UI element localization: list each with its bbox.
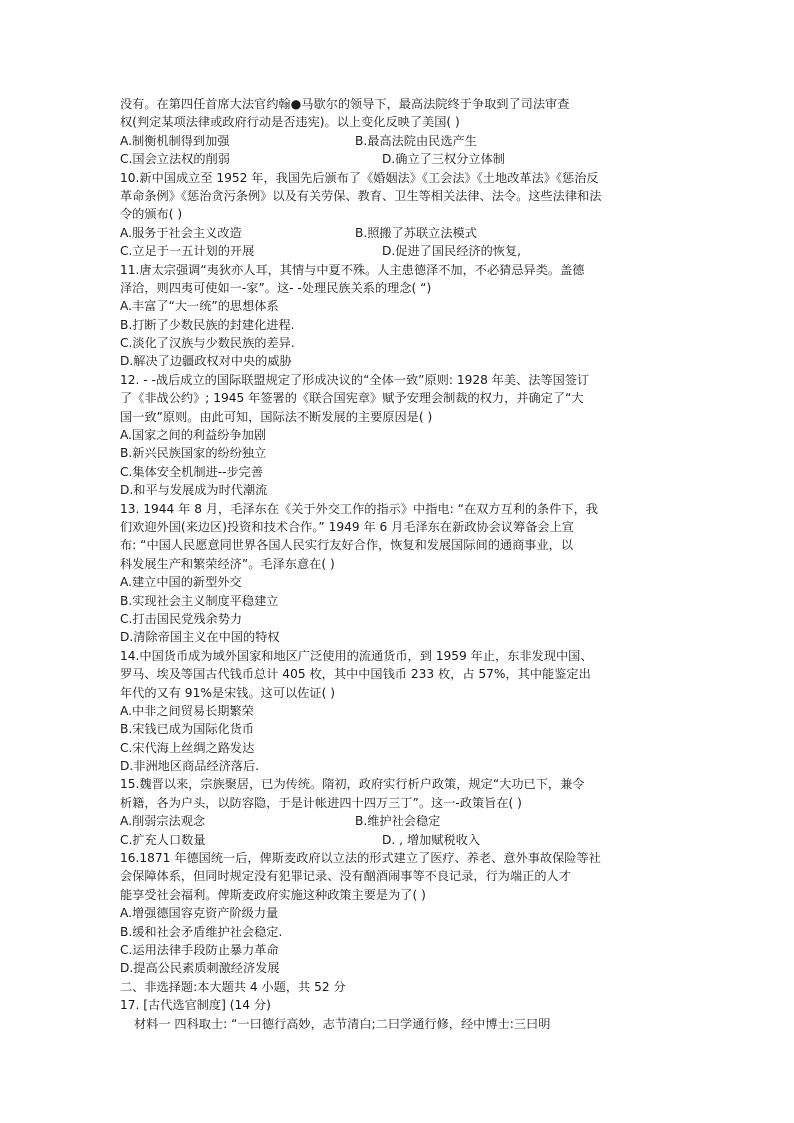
option-left: C.立足于一五计划的开展 [120,244,255,259]
text-line: 年代的又有 91%是宋钱。这可以佐证( ) [120,685,335,700]
option-row [120,132,680,150]
option-left: A.制衡机制得到加强 [120,133,230,148]
exam-page [120,95,680,1033]
text-line: 科发展生产和繁荣经济”。毛泽东意在( ) [120,556,335,571]
option-right: D.确立了三权分立体制 [382,152,505,167]
text-line: D.解决了边疆政权对中央的威胁 [120,354,292,369]
text-line: 布: “中国人民愿意同世界各国人民实行友好合作，恢复和发展国际间的通商事业，以 [120,538,574,553]
text-line: 析籍，各为户头，以防容隐，于是计帐进四十四万三丁”。这一-政策旨在( ) [120,795,522,810]
text-line: 革命条例》《惩治贪污条例》以及有关劳保、教育、卫生等相关法律、法令。这些法律和法 [120,188,602,203]
option-row [120,831,680,849]
text-line: 14.中国货币成为域外国家和地区广泛使用的流通货币，到 1959 年止，东非发现中国、 [120,648,593,663]
text-line: C.淡化了汉族与少数民族的差异. [120,336,295,351]
text-line: 们欢迎外国(来边区)投资和技术合作。” 1949 年 6 月毛泽东在新政协会议筹备会上宣 [120,519,574,534]
text-line: 材料一 四科取士: “一曰德行高妙，志节清白;二曰学通行修，经中博士:三曰明 [134,1016,551,1031]
text-line: A.丰富了“大一统”的思想体系 [120,299,279,314]
text-line: 没有。在第四任首席大法官约翰●马歇尔的领导下，最高法院终于争取到了司法审查 [120,97,570,111]
option-right: B.最高法院由民选产生 [355,133,477,148]
text-line: C.宋代海上丝绸之路发达 [120,740,255,755]
text-line: D.提高公民素质刺激经济发展 [120,961,280,976]
text-line: 权(判定某项法律或政府行动是否违宪)。以上变化反映了美国( ) [120,115,460,130]
option-row [120,224,680,242]
text-line: C.打击国民党残余势力 [120,611,243,626]
option-left: C.扩充人口数量 [120,832,206,847]
option-row [120,242,680,260]
text-line: 11.唐太宗强调“夷狄亦人耳，其情与中夏不殊。人主患德泽不加，不必猜忌异类。盖德 [120,262,585,277]
text-line: B.打断了少数民族的封建化进程. [120,317,295,332]
text-line: 12. - -战后成立的国际联盟规定了形成决议的“全体一致”原则: 1928 年美、法等国签订 [120,372,590,387]
option-right: B.照搬了苏联立法模式 [355,225,477,240]
text-line: 令的颁布( ) [120,207,183,222]
text-line: B.缓和社会矛盾维护社会稳定. [120,924,283,939]
option-left: A.削弱宗法观念 [120,814,206,829]
text-line: B.新兴民族国家的纷纷独立 [120,446,267,461]
text-line: B.宋钱已成为国际化货币 [120,722,255,737]
text-line: 13. 1944 年 8 月，毛泽东在《关于外交工作的指示》中指电: “在双方互利的条件下，我 [120,501,598,516]
text-line: 能享受社会福利。俾斯麦政府实施这种政策主要是为了( ) [120,887,426,902]
text-line: 二、非选择题:本大题共 4 小题，共 52 分 [120,979,346,994]
text-line: A.增强德国容克资产阶级力量 [120,906,279,921]
text-line: 17. [古代选官制度] (14 分) [120,998,271,1013]
option-row [120,150,680,168]
option-right: D. , 增加赋税收入 [382,832,481,847]
text-line: D.非洲地区商品经济落后. [120,759,260,774]
option-left: A.服务于社会主义改造 [120,225,242,240]
text-line: A.国家之间的利益纷争加剧 [120,428,267,443]
text-line: 16.1871 年德国统一后，俾斯麦政府以立法的形式建立了医疗、养老、意外事故保险等社 [120,851,601,866]
text-line: 泽洽，则四夷可使如一-家”。这- -处理民族关系的理念( “) [120,280,432,295]
text-line: D.清除帝国主义在中国的特权 [120,630,280,645]
text-line: 国一致”原则。由此可知，国际法不断发展的主要原因是( ) [120,409,433,424]
text-line: 10.新中国成立至 1952 年，我国先后颁布了《婚姻法》《工会法》《土地改革法》《惩治反 [120,170,599,185]
text-line: A.中非之间贸易长期繁荣 [120,703,254,718]
option-right: B.维护社会稳定 [355,814,441,829]
option-right: D.促进了国民经济的恢复, [382,244,522,259]
text-line: B.实现社会主义制度平稳建立 [120,593,279,608]
text-line: 罗马、埃及等国古代钱币总计 405 枚，其中中国钱币 233 枚，占 57%，其中能鉴定出 [120,667,591,682]
option-left: C.国会立法权的削弱 [120,152,230,167]
text-line: A.建立中国的新型外交 [120,575,242,590]
text-line: 会保障体系，但同时规定没有犯罪记录、没有酗酒闹事等不良记录，行为端正的人才 [120,869,571,884]
text-line: C.运用法律手段防止暴力革命 [120,942,279,957]
text-line: 了《非战公约》; 1945 年签署的《联合国宪章》赋予安理会制裁的权力，并确定了“大 [120,391,584,406]
text-line: C.集体安全机制进--步完善 [120,464,264,479]
text-line: D.和平与发展成为时代潮流 [120,483,268,498]
text-line: 15.魏晋以来，宗族聚居，已为传统。隋初，政府实行析户政策，规定“大功已下，兼令 [120,777,585,792]
option-row [120,812,680,830]
